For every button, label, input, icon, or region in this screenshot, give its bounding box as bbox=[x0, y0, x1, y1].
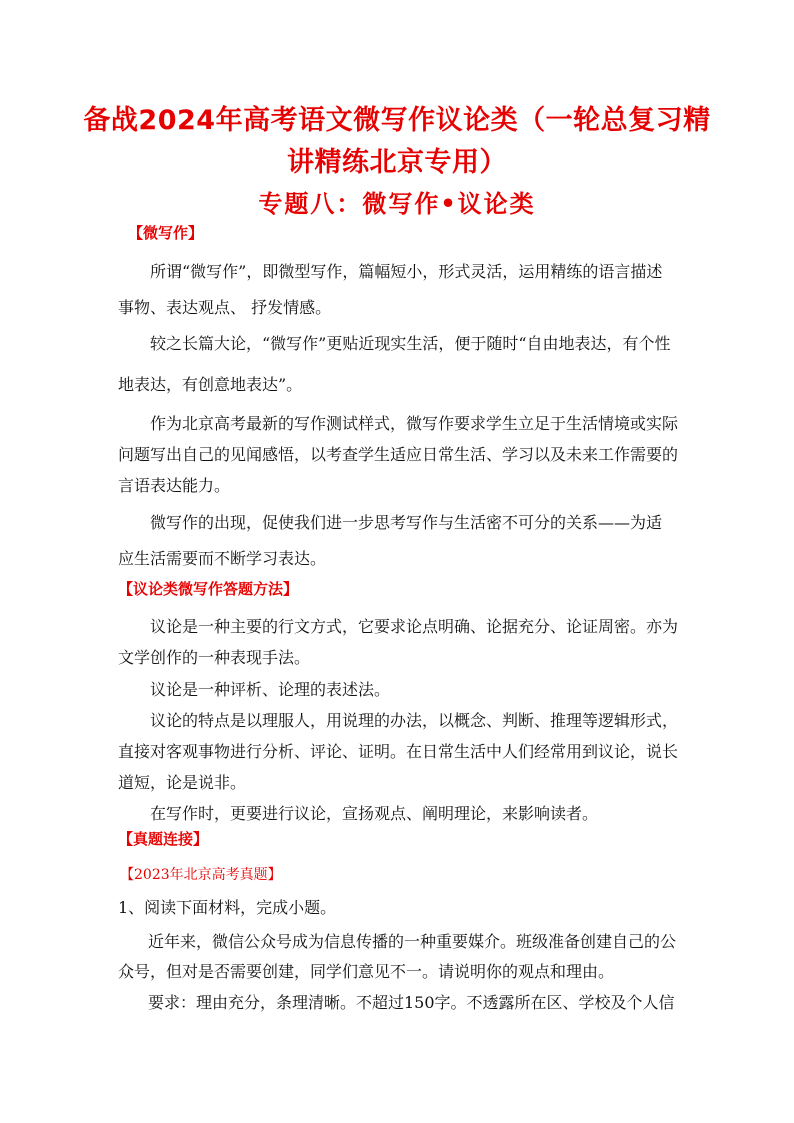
question-number-line: 1、阅读下面材料，完成小题。 bbox=[118, 898, 337, 917]
paragraph-line: 事物、表达观点、 抒发情感。 bbox=[118, 298, 332, 317]
paragraph-line: 问题写出自己的见闻感悟，以考查学生适应日常生活、学习以及未来工作需要的 bbox=[118, 445, 679, 464]
paragraph-line: 议论的特点是以理服人，用说理的办法，以概念、判断、推理等逻辑形式， bbox=[150, 711, 679, 730]
paragraph-line: 议论是一种主要的行文方式，它要求论点明确、论据充分、论证周密。亦为 bbox=[150, 617, 679, 636]
section-heading-real-exam: 【真题连接】 bbox=[118, 830, 209, 848]
paragraph-line: 较之长篇大论，“微写作”更贴近现实生活，便于随时“自由地表达，有个性 bbox=[150, 334, 671, 353]
paragraph-line: 众号，但对是否需要创建，同学们意见不一。请说明你的观点和理由。 bbox=[118, 962, 615, 981]
paragraph-line: 应生活需要而不断学习表达。 bbox=[118, 549, 327, 568]
document-subtitle: 专题八：微写作•议论类 bbox=[258, 189, 536, 218]
paragraph-line: 在写作时，更要进行议论，宣扬观点、阐明理论，来影响读者。 bbox=[150, 804, 599, 823]
paragraph-line: 微写作的出现，促使我们进一步思考写作与生活密不可分的关系——为适 bbox=[150, 513, 663, 532]
paragraph-line: 文学创作的一种表现手法。 bbox=[118, 648, 311, 667]
paragraph-line: 作为北京高考最新的写作测试样式，微写作要求学生立足于生活情境或实际 bbox=[150, 414, 679, 433]
paragraph-line: 议论是一种评析、论理的表述法。 bbox=[150, 680, 391, 699]
document-title-line-1: 备战2024年高考语文微写作议论类（一轮总复习精 bbox=[83, 105, 711, 136]
paragraph-line: 近年来，微信公众号成为信息传播的一种重要媒介。班级准备创建自己的公 bbox=[148, 932, 677, 951]
document-title-line-2: 讲精练北京专用） bbox=[287, 147, 507, 178]
paragraph-line: 所谓“微写作”，即微型写作，篇幅短小，形式灵活，运用精练的语言描述 bbox=[150, 262, 663, 281]
section-heading-method: 【议论类微写作答题方法】 bbox=[118, 580, 299, 598]
exam-year-label: 【2023年北京高考真题】 bbox=[120, 867, 282, 883]
paragraph-line: 地表达，有创意地表达”。 bbox=[118, 375, 303, 394]
paragraph-line: 直接对客观事物进行分析、评论、证明。在日常生活中人们经常用到议论，说长 bbox=[118, 742, 679, 761]
paragraph-line: 道短，论是说非。 bbox=[118, 773, 247, 792]
paragraph-line: 要求：理由充分，条理清晰。不超过150字。不透露所在区、学校及个人信 bbox=[148, 993, 675, 1012]
paragraph-line: 言语表达能力。 bbox=[118, 476, 231, 495]
section-heading-micro-writing: 【微写作】 bbox=[128, 224, 204, 242]
